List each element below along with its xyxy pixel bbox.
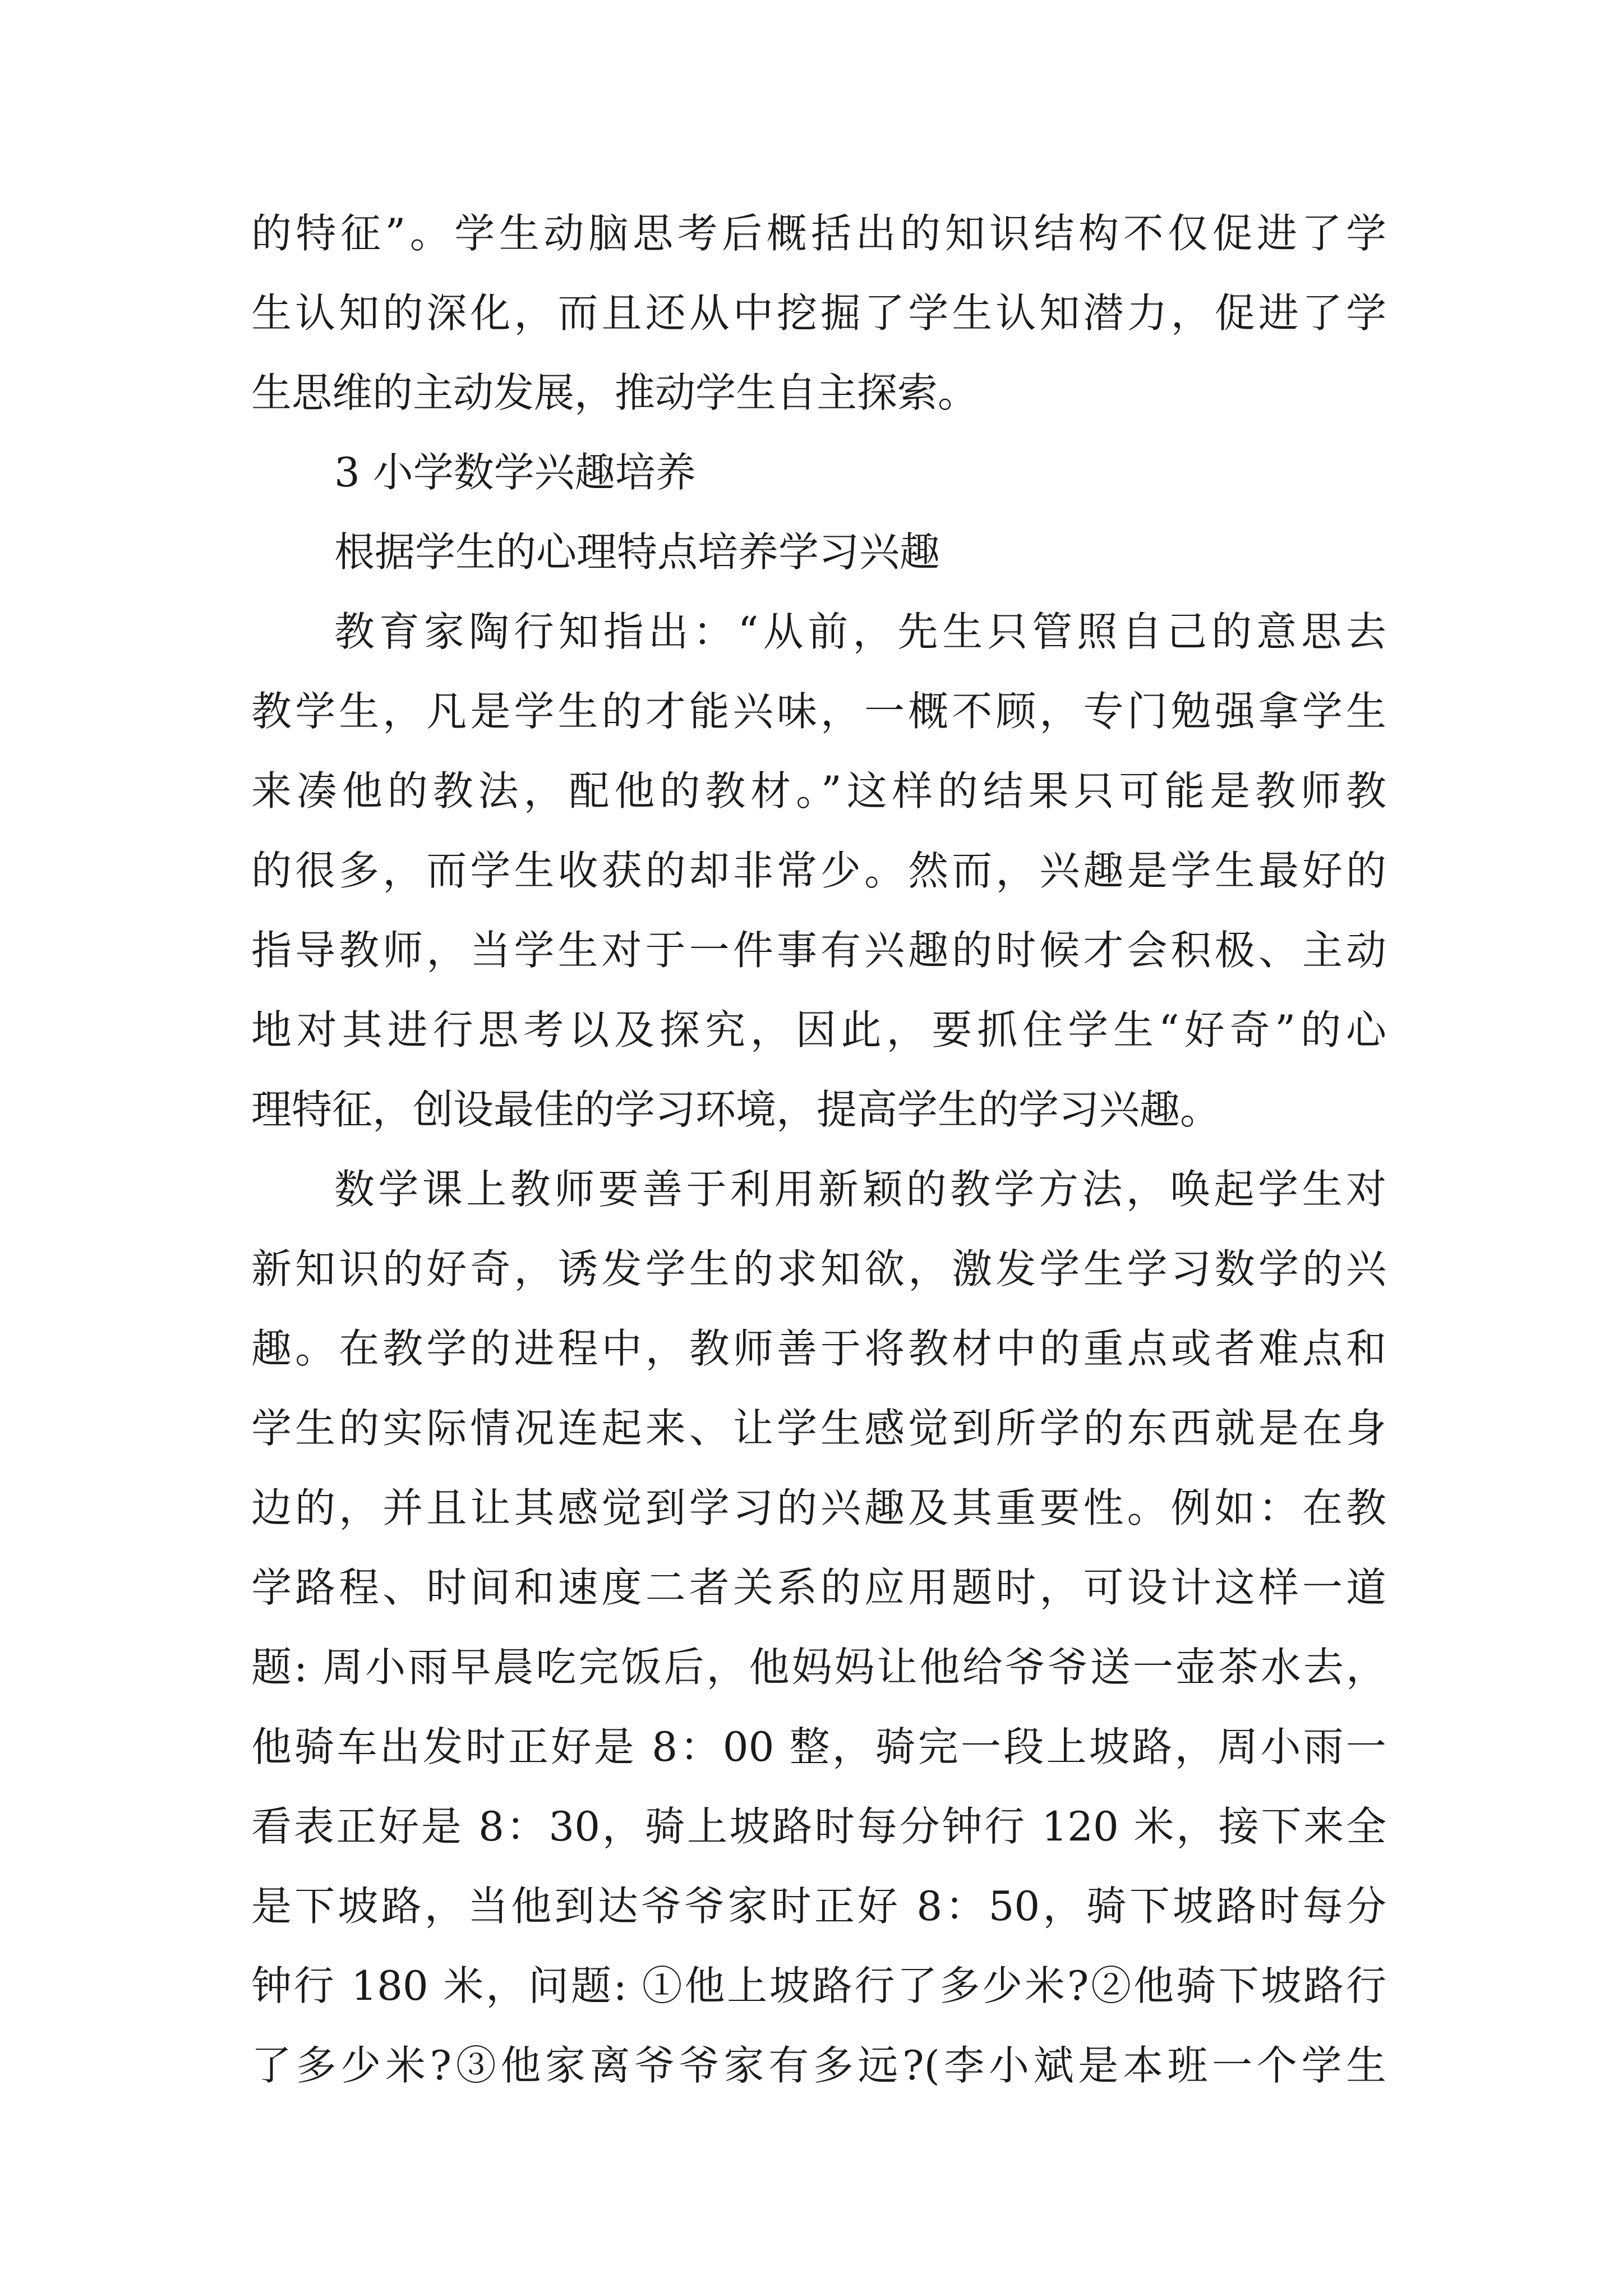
text-line: 了多少米?③他家离爷爷家有多远?(李小斌是本班一个学生 (251, 2042, 1386, 2089)
text-line: 的很多，而学生收获的却非常少。然而，兴趣是学生最好的 (251, 847, 1386, 894)
text-line: 题: 周小雨早晨吃完饭后，他妈妈让他给爷爷送一壶茶水去， (251, 1644, 1386, 1691)
text-line: 趣。在教学的进程中，教师善于将教材中的重点或者难点和 (251, 1325, 1386, 1372)
text-line: 学路程、时间和速度二者关系的应用题时，可设计这样一道 (251, 1564, 1386, 1611)
text-line: 的特征”。学生动脑思考后概括出的知识结构不仅促进了学 (251, 210, 1386, 257)
text-line: 是下坡路，当他到达爷爷家时正好 8：50，骑下坡路时每分 (251, 1883, 1386, 1930)
text-line: 生思维的主动发展，推动学生自主探索。 (251, 369, 979, 416)
text-line: 学生的实际情况连起来、让学生感觉到所学的东西就是在身 (251, 1405, 1386, 1452)
text-line: 他骑车出发时正好是 8：00 整，骑完一段上坡路，周小雨一 (251, 1723, 1386, 1770)
text-line: 数学课上教师要善于利用新颖的教学方法，唤起学生对 (334, 1166, 1386, 1213)
subsection-heading: 根据学生的心理特点培养学习兴趣 (334, 528, 940, 576)
text-line: 边的，并且让其感觉到学习的兴趣及其重要性。例如：在教 (251, 1484, 1386, 1531)
section-heading: 3 小学数学兴趣培养 (334, 449, 696, 496)
text-line: 看表正好是 8：30，骑上坡路时每分钟行 120 米，接下来全 (251, 1803, 1386, 1850)
text-line: 来凑他的教法，配他的教材。”这样的结果只可能是教师教 (251, 767, 1386, 815)
text-line: 生认知的深化，而且还从中挖掘了学生认知潜力，促进了学 (251, 289, 1386, 337)
text-line: 地对其进行思考以及探究，因此，要抓住学生“好奇”的心 (251, 1006, 1386, 1053)
text-line: 教育家陶行知指出：“从前，先生只管照自己的意思去 (334, 608, 1386, 655)
text-line: 钟行 180 米，问题: ①他上坡路行了多少米?②他骑下坡路行 (251, 1962, 1386, 2009)
text-line: 指导教师，当学生对于一件事有兴趣的时候才会积极、主动 (251, 927, 1386, 974)
text-line: 理特征，创设最佳的学习环境，提高学生的学习兴趣。 (251, 1086, 1221, 1133)
text-line: 新知识的好奇，诱发学生的求知欲，激发学生学习数学的兴 (251, 1245, 1386, 1292)
text-line: 教学生，凡是学生的才能兴味，一概不顾，专门勉强拿学生 (251, 688, 1386, 735)
